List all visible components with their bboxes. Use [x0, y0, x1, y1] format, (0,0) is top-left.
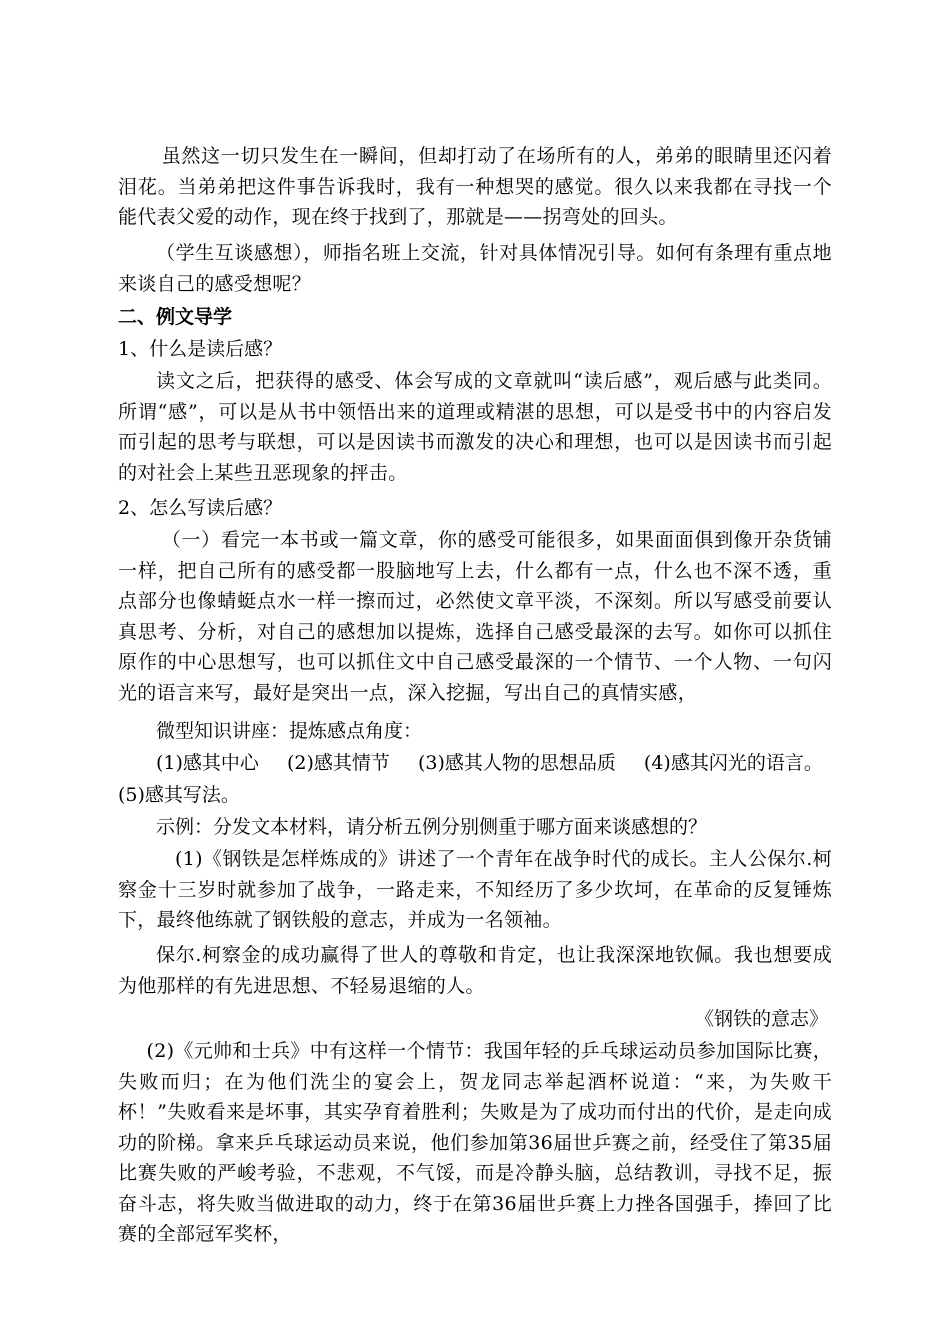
paragraph-story-ending: 虽然这一切只发生在一瞬间，但却打动了在场所有的人，弟弟的眼睛里还闪着泪花。当弟弟把这件事告诉我时，我有一种想哭的感觉。很久以来我都在寻找一个能代表父爱的动作，现在终于找到了，那就是——拐弯处的回头。: [118, 145, 832, 228]
question-how-to-write: 2、怎么写读后感？: [118, 497, 283, 519]
example-1-title: 《钢铁的意志》: [694, 1008, 828, 1030]
angle-item-5: (5)感其写法。: [118, 784, 240, 806]
angle-item: (3)感其人物的思想品质: [417, 752, 616, 774]
section-heading: 二、例文导学: [118, 306, 233, 328]
example-1-paragraph-a: (1)《钢铁是怎样炼成的》讲述了一个青年在战争时代的成长。主人公保尔.柯察金十三岁时就参加了战争，一路走来，不知经历了多少坎坷，在革命的反复锤炼下，最终他练就了钢铁般的意志，并成为一名领袖。: [118, 848, 832, 931]
paragraph-discussion: （学生互谈感想），师指名班上交流，针对具体情况引导。如何有条理有重点地来谈自己的感受想呢？: [118, 242, 832, 295]
example-2-paragraph: (2)《元帅和士兵》中有这样一个情节：我国年轻的乒乓球运动员参加国际比赛，失败而归；在为他们洗尘的宴会上，贺龙同志举起酒杯说道：“来，为失败干杯！”失败看来是坏事，其实孕育着胜利；失败是为了成功而付出的代价，是走向成功的阶梯。拿来乒乓球运动员来说，他们参加第36届世乒赛之前，经受住了第35届比赛失败的严峻考验，不悲观，不气馁，而是冷静头脑，总结教训，寻找不足，振奋斗志，将失败当做进取的动力，终于在第36届世乒赛上力挫各国强手，捧回了比赛的全部冠军奖杯，: [118, 1040, 832, 1245]
question-what-is: 1、什么是读后感？: [118, 338, 283, 360]
paragraph-example-intro: 示例：分发文本材料，请分析五例分别侧重于哪方面来谈感想的？: [156, 816, 708, 838]
angle-list: [118, 748, 858, 779]
paragraph-lecture: 微型知识讲座：提炼感点角度：: [156, 720, 423, 742]
angle-item: (4)感其闪光的语言。: [643, 752, 823, 774]
angle-item: (1)感其中心: [156, 752, 259, 774]
angle-item: (2)感其情节: [286, 752, 390, 774]
paragraph-method: （一）看完一本书或一篇文章，你的感受可能很多，如果面面俱到像开杂货铺一样，把自己所有的感受都一股脑地写上去，什么都有一点，什么也不深不透，重点部分也像蜻蜓点水一样一擦而过，必然使文章平淡，不深刻。所以写感受前要认真思考、分析，对自己的感想加以提炼，选择自己感受最深的去写。如你可以抓住原作的中心思想写，也可以抓住文中自己感受最深的一个情节、一个人物、一句闪光的语言来写，最好是突出一点，深入挖掘，写出自己的真情实感，: [118, 529, 832, 704]
example-1-paragraph-b: 保尔.柯察金的成功赢得了世人的尊敬和肯定，也让我深深地钦佩。我也想要成为他那样的有先进思想、不轻易退缩的人。: [118, 944, 832, 997]
paragraph-definition: 读文之后，把获得的感受、体会写成的文章就叫“读后感”，观后感与此类同。所谓“感”，可以是从书中领悟出来的道理或精湛的思想，可以是受书中的内容启发而引起的思考与联想，可以是因读书而激发的决心和理想，也可以是因读书而引起的对社会上某些丑恶现象的抨击。: [118, 370, 832, 484]
